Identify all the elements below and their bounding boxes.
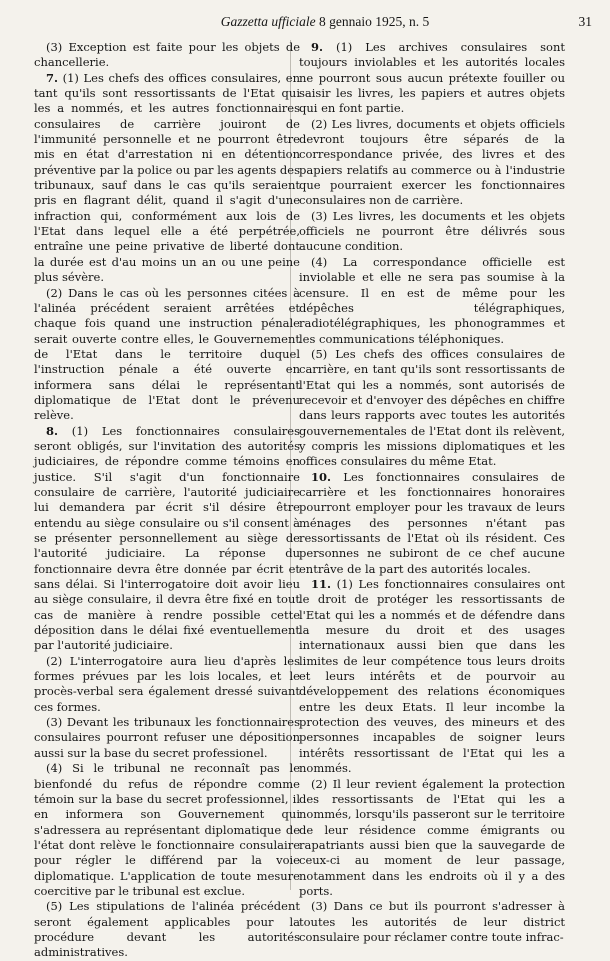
paragraph-text: (2) Dans le cas où les personnes citées à l'alinéa précédent seraient arrêtées et chaque fois quand une instruction pénale serait ouverte contre elles, le Gouvernement de l'Etat dans le territoire duquel l'instruction pénale a été ouverte en informera sans délai le représentant diplomatique de l'Etat dont le prévenu relève. [34,285,300,423]
paragraph-text: (5) Les stipulations de l'alinéa précédent seront également applicables pour la procédure devant les autorités administratives. [34,899,300,960]
paragraph [34,424,300,654]
page-number: 31 [578,14,592,29]
paragraph-text: Les fonctionnaires consulaires de carrière et les fonctionnaires honoraires pourront employer pour les travaux de leurs ménages des personnes n'étant pas ressortissants de l'Etat où ils résident. Ces personnes ne subiront de ce chef aucune entrâve de la part des autorités locales. [299,469,565,576]
paragraph [34,40,300,71]
paragraph [299,899,565,945]
paragraph-text: (3) Dans ce but ils pourront s'adresser à toutes les autorités de leur district consulaire pour réclamer contre toute infrac- [299,899,565,944]
paragraph [299,577,565,776]
paragraph-text: (1) Les fonctionnaires consulaires ont le droit de protéger les ressortissants de l'Etat qui les a nommés et de défendre dans la mesure du droit et des usages internationaux aussi bien que dans les limites de leur compétence tous leurs droits et leurs intérêts et de pourvoir au développement des relations économiques entre les deux Etats. Il leur incombe la protection des veuves, des mineurs et des personnes incapables de soigner leurs intérêts ressortissant de l'Etat qui les a nommés. [299,577,565,776]
article-number: 9. [311,40,324,54]
paragraph [299,347,565,470]
paragraph-text: (1) Les chefs des offices consulaires, en tant qu'ils sont ressortissants de l'Etat qui les a nommés, et les autres fonctionnaires consulaires de carrière jouiront de l'immunité personnelle et ne pourront être mis en état d'arrestation ni en détention préventive par la police ou par les agents des tribunaux, sauf dans le cas qu'ils seraient pris en flagrant délit, quand il s'agit d'une infraction qui, conformément aux lois de l'Etat dans lequel elle a été perpétrée, entraîne une peine privative de liberté dont la durée est d'au moins un an ou une peine plus sévère. [34,70,300,285]
paragraph [299,40,565,117]
paragraph [299,777,565,900]
article-number: 10. [311,469,332,484]
paragraph-text: (1) Les archives consulaires sont toujours inviolables et les autorités locales ne pourront sous aucun prétexte fouiller ou saisir les livres, les papiers et autres objets qui en font partie. [299,40,565,116]
gazette-title [175,14,475,30]
left-column [34,40,300,960]
article-number: 8. [46,423,59,438]
paragraph [34,715,300,761]
paragraph [299,255,565,347]
paragraph [34,286,300,424]
paragraph [299,470,565,577]
page-header [0,14,610,30]
paragraph-text: (3) Les livres, les documents et les objets officiels ne pourront être délivrés sous aucune condition. [299,208,565,254]
paragraph-text: (2) L'interrogatoire aura lieu d'après les formes prévues par les lois locales, et le procès-verbal sera également dressé suivant ces formes. [34,653,300,714]
right-column [299,40,565,944]
paragraph-text: (3) Exception est faite pour les objets de chancellerie. [34,40,300,70]
paragraph-text: (1) Les fonctionnaires consulaires seront obligés, sur l'invitation des autorités judiciaires, de répondre comme témoins en justice. S'il s'agit d'un fonctionnaire consulaire de carrière, l'autorité judiciaire lui demandera par écrit s'il désire être entendu au siège consulaire ou s'il consent à se présenter personnellement au siège de l'autorité judiciaire. La réponse du fonctionnaire devra être donnée par écrit et sans délai. Si l'interrogatoire doit avoir lieu au siège consulaire, il devra être fixé en tout cas de manière à rendre possible cette déposition dans le délai fixé eventuellement par l'autorité judiciaire. [34,423,300,653]
paragraph-text: (4) Si le tribunal ne reconnaît pas le bienfondé du refus de répondre comme témoin sur la base du secret professionnel, il en informera son Gouvernement qui s'adressera au représentant diplomatique de l'état dont relève le fonctionnaire consulaire pour régler le différend par la voie diplomatique. L'application de toute mesure coercitive par le tribunal est exclue. [34,761,300,898]
paragraph-text: (4) La correspondance officielle est inviolable et elle ne sera pas soumise à la censure. Il en est de même pour les dépêches télégraphiques, radiotélégraphiques, les phonogrammes et les communications téléphoniques. [299,254,565,346]
paragraph [34,899,300,960]
paragraph [34,761,300,899]
paragraph [34,71,300,286]
paragraph [299,117,565,209]
paragraph-text: (2) Les livres, documents et objets officiels devront toujours être séparés de la correspondance privée, des livres et des papiers relatifs au commerce ou à l'industrie que pourraient exercer les fonctionnaires consulaires non de carrière. [299,116,565,208]
paragraph-text: (3) Devant les tribunaux les fonctionnaires consulaires pourront refuser une déposition aussi sur la base du secret professionel. [34,715,300,760]
gazette-name: Gazzetta ufficiale [220,14,316,29]
paragraph-text: (5) Les chefs des offices consulaires de carrière, en tant qu'ils sont ressortissants de l'Etat qui les a nommés, sont autorisés de recevoir et d'envoyer des dépêches en chiffre dans leurs rapports avec toutes les autorités gouvernementales de l'Etat dont ils relèvent, y compris les missions diplomatiques et les offices consulaires du même Etat. [299,346,565,469]
paragraph [299,209,565,255]
paragraph-text: (2) Il leur revient également la protection des ressortissants de l'Etat qui les a nommés, lorsqu'ils passeront sur le territoire de leur résidence comme émigrants ou rapatriants aussi bien que la sauvegarde de ceux-ci au moment de leur passage, notamment dans les endroits où il y a des ports. [299,776,565,898]
gazette-date: 8 gennaio 1925, n. 5 [319,14,430,29]
paragraph [34,654,300,715]
article-number: 7. [46,70,59,85]
article-number: 11. [311,577,332,592]
